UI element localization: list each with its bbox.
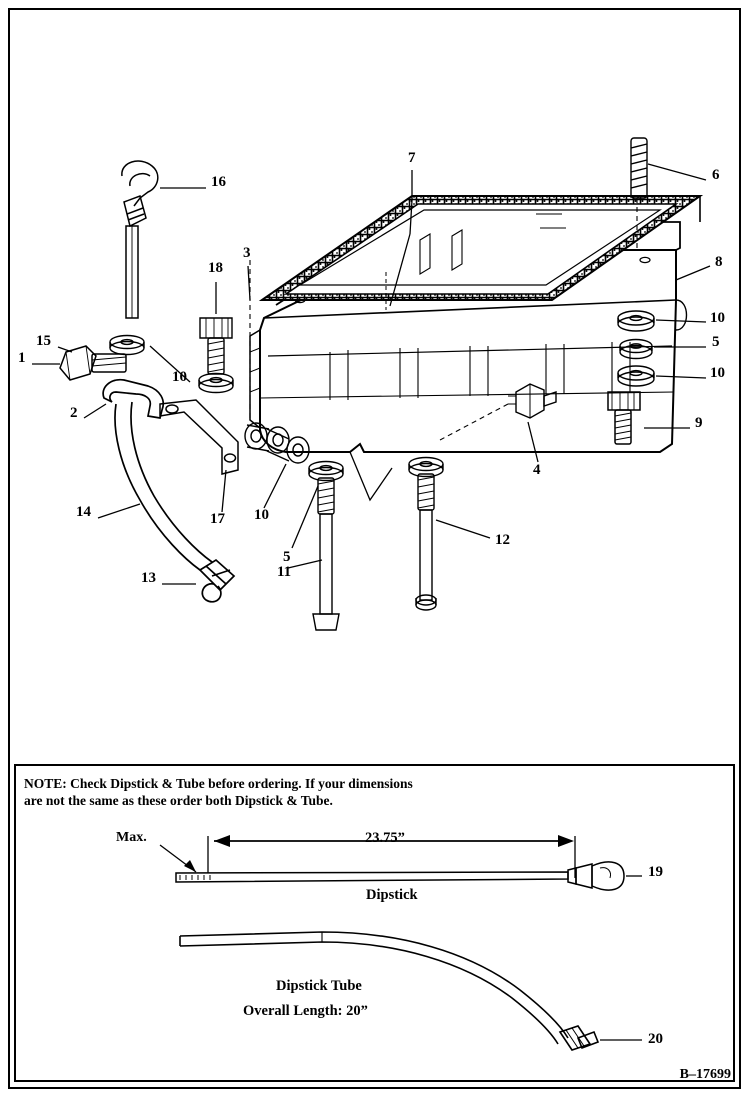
note-panel-border (14, 764, 735, 1082)
tube-length-label: Overall Length: 20” (243, 1003, 368, 1019)
callout-13: 13 (141, 570, 156, 586)
callout-7: 7 (408, 150, 416, 166)
callout-12: 12 (495, 532, 510, 548)
callout-5-right: 5 (712, 334, 720, 350)
note-line-2: are not the same as these order both Dipstick & Tube. (24, 792, 333, 808)
callout-3: 3 (243, 245, 251, 261)
callout-18: 18 (208, 260, 223, 276)
callout-14: 14 (76, 504, 91, 520)
callout-10-c: 10 (710, 310, 725, 326)
callout-19: 19 (648, 864, 663, 880)
callout-1: 1 (18, 350, 26, 366)
dipstick-name-label: Dipstick (366, 887, 418, 903)
dipstick-max-label: Max. (116, 830, 147, 845)
drawing-code: B–17699 (679, 1067, 731, 1082)
callout-10-d: 10 (710, 365, 725, 381)
callout-5-left: 5 (283, 549, 291, 565)
callout-4: 4 (533, 462, 541, 478)
dipstick-dimension-label: 23.75” (365, 830, 405, 846)
callout-9: 9 (695, 415, 703, 431)
callout-20: 20 (648, 1031, 663, 1047)
callout-2: 2 (70, 405, 78, 421)
callout-15: 15 (36, 333, 51, 349)
callout-16: 16 (211, 174, 226, 190)
callout-10-b: 10 (254, 507, 269, 523)
callout-6: 6 (712, 167, 720, 183)
tube-name-label: Dipstick Tube (276, 978, 362, 994)
note-line-1: NOTE: Check Dipstick & Tube before ordering. If your dimensions (24, 776, 413, 791)
callout-11: 11 (277, 564, 292, 580)
callout-17: 17 (210, 511, 225, 527)
note-block (24, 776, 624, 810)
callout-10-a: 10 (172, 369, 187, 385)
callout-8: 8 (715, 254, 723, 270)
